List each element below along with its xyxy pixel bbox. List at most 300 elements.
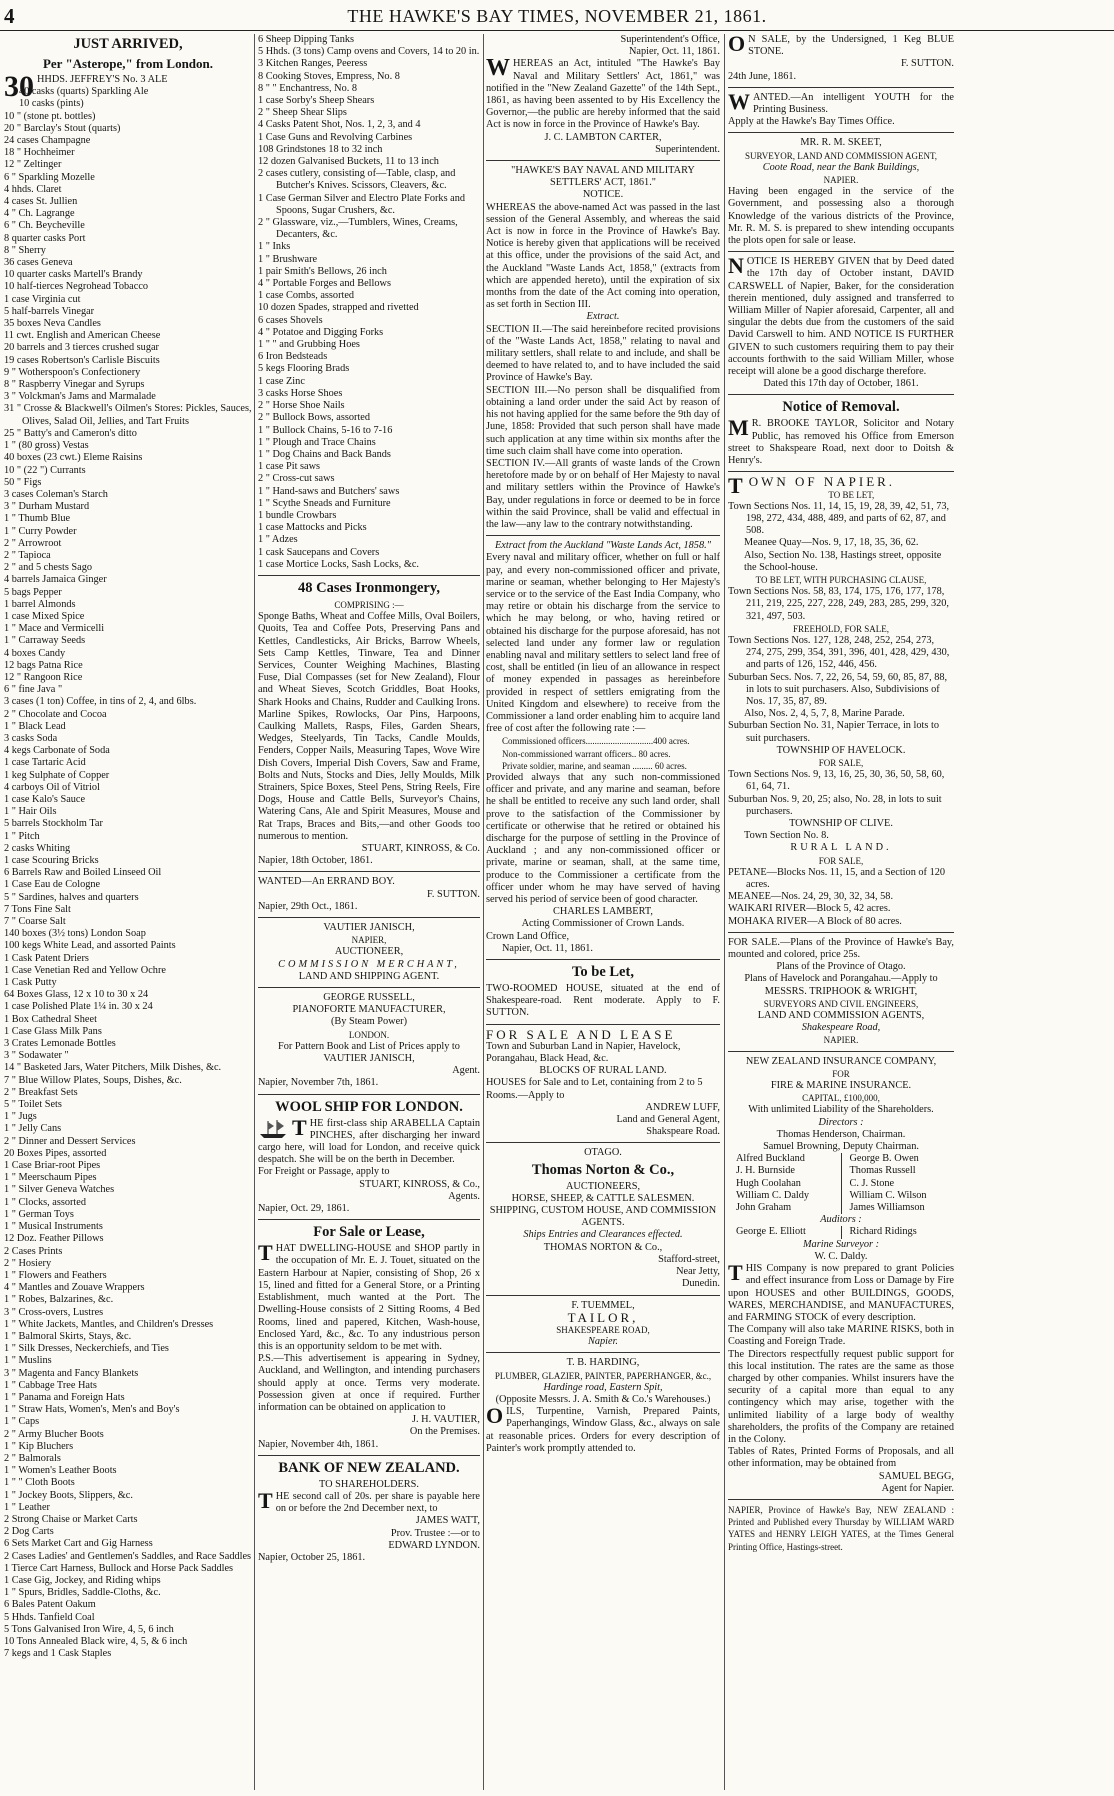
insurance-body — [728, 1260, 954, 1324]
lease-sig: J. H. VAUTIER, — [412, 1414, 480, 1426]
list-item: 2 " Bullock Bows, assorted — [258, 412, 371, 424]
list-item: 10 " (22 ") Currants — [4, 464, 86, 476]
director-name: J. H. Burnside — [736, 1165, 795, 1177]
divider — [258, 1094, 480, 1095]
errand-ad: WANTED—An ERRAND BOY. — [258, 876, 395, 888]
divider — [258, 1455, 480, 1456]
list-item: 3 " Cross-overs, Lustres — [4, 1306, 104, 1318]
list-item: 3 cases (1 ton) Coffee, in tins of 2, 4, and 6lbs. — [4, 696, 197, 708]
list-item: 14 " Basketed Jars, Water Pitchers, Milk Dishes, &c. — [4, 1062, 222, 1074]
divider — [258, 987, 480, 988]
clive-1: Town Section No. 8. — [744, 830, 829, 842]
list-item: 7 Tons Fine Salt — [4, 903, 71, 915]
ironmongery-body: Sponge Baths, Wheat and Coffee Mills, Oval Boilers, Quoits, Tea and Coffee Pots, Preserving Pans and Kettles, Candlesticks, Air Bricks, Barrow Wheels, Sets Camp Kettles, Tinware, Tea and Dinner Services, Counter Weighing Machines, Blasting Fuse, Dial Compasses (set for New Zealand), Flour and Wheat Sieves, Scotch Griddles, Boat Hooks, Shark Hooks and Chains, Rudder and Caulking Irons. Marline Spikes, Rowlocks, Oar Pins, Harpoons, Caulking Mallets, Rasps, Files, Garden Shears, Wedges, Steelyards, Tin Tacks, Candle Moulds, Fenders, Copper Nails, Measuring Tapes, Wove Wire Dish Covers, Imperial Dish Covers, Saw and Frame, Bolts and Nuts, Stocks and Dies, Jelly Moulds, Milk Strainers, Spice Boxes, Steel Pens, String Reels, Fire Dogs, House and Cattle Bells, Surveyor's Chains, Watering Cans, Ale and Spirit Measures, Mouse and Rat Traps, Braces and Bits,—and other Goods too numerous to mention. — [258, 611, 480, 842]
harding-text: ILS, Turpentine, Varnish, Prepared Paints, Paperhangings, Window Glass, &c., always on sale at reasonable prices. Orders for every description of Painter's work promptly attended to. — [486, 1406, 720, 1454]
ironmongery-sub: COMPRISING :— — [334, 599, 404, 610]
skeet-body: Having been engaged in the service of the Government, and possessing also a thorough Knowledge of the various districts of the Province, Mr. R. M. S. is prepared to shew intending occupants the plots open for sale or lease. — [728, 186, 954, 247]
director-name: C. J. Stone — [849, 1177, 895, 1189]
list-item: 9 " Wotherspoon's Confectionery — [4, 366, 141, 378]
drop-letter: T — [292, 1114, 307, 1140]
to-be-let: TO BE LET, — [828, 489, 875, 500]
notice-ad — [728, 253, 954, 378]
list-item: 10 half-tierces Negrohead Tobacco — [4, 281, 149, 293]
divider — [728, 87, 954, 88]
list-item: 1 " Flowers and Feathers — [4, 1269, 107, 1281]
town-list-3: Also, Section No. 138, Hastings street, opposite the School-house. — [744, 549, 942, 573]
divider — [258, 1219, 480, 1220]
list-item: 1 " Brushware — [258, 253, 318, 265]
director-2: Samuel Browning, Deputy Chairman. — [763, 1141, 919, 1153]
list-item: 6 Sheep Dipping Tanks — [258, 34, 355, 45]
divider — [258, 575, 480, 576]
section-2: SECTION II.—The said hereinbefore recited provisions of the "Waste Lands Act, 1858," relating to naval and military settlers, shall relate to and include, and shall be deemed to have related to, and to have included the said Province of Hawke's Bay. — [486, 323, 720, 384]
town-list-1: Town Sections Nos. 11, 14, 15, 19, 28, 39, 42, 51, 73, 198, 272, 434, 488, 489, and parts of 62, 87, and 508. — [728, 500, 950, 537]
rural-3: WAIKARI RIVER—Block 5, 42 acres. — [728, 903, 891, 915]
ad-subheading: Per "Asterope," from London. — [42, 56, 214, 71]
auditors-label: Auditors : — [820, 1214, 862, 1226]
list-item: 7 kegs and 1 Cask Staples — [4, 1648, 112, 1660]
wool-text: HE first-class ship ARABELLA Captain PINCHES, after discharging her inward cargo here, will load for London, and receive quick despatch. She will be on the berth in December. — [258, 1117, 480, 1166]
office-date: Napier, Oct. 11, 1861. — [629, 46, 720, 58]
wanted-ad — [728, 88, 954, 116]
list-item: 25 " Batty's and Cameron's ditto — [4, 427, 137, 439]
list-item: 2 Strong Chaise or Market Carts — [4, 1513, 138, 1525]
list-item: 3 " Volckman's Jams and Marmalade — [4, 391, 156, 403]
list-item: 1 case Polished Plate 1¼ in. 30 x 24 — [4, 1001, 153, 1013]
list-item: 5 Tons Galvanised Iron Wire, 4, 5, 6 inch — [4, 1623, 174, 1635]
list-item: 1 " (80 gross) Vestas — [4, 440, 89, 452]
wanted-text: ANTED.—An intelligent YOUTH for the Printing Business. — [753, 91, 954, 116]
surveyor-label: Marine Surveyor : — [802, 1238, 880, 1250]
list-item: 1 " " Cloth Boots — [4, 1477, 75, 1489]
harding-role: PLUMBER, GLAZIER, PAINTER, PAPERHANGER, &c., — [494, 1370, 712, 1381]
goods-list — [4, 86, 252, 1660]
list-item: 4 Casks Patent Shot, Nos. 1, 2, 3, and 4 — [258, 119, 421, 131]
wool-date: Napier, Oct. 29, 1861. — [258, 1203, 350, 1215]
list-item: 1 " Musical Instruments — [4, 1221, 103, 1233]
drop-letter: M — [728, 415, 749, 441]
for-sale: FOR SALE, — [818, 757, 864, 768]
list-item: 2 " Tapioca — [4, 549, 51, 561]
list-item: 1 " Dog Chains and Back Bands — [258, 448, 391, 460]
list-item: 5 barrels Stockholm Tar — [4, 818, 103, 830]
vautier-name: VAUTIER JANISCH, — [323, 922, 415, 934]
removal-heading: Notice of Removal. — [782, 399, 900, 416]
norton-ships: Ships Entries and Clearances effected. — [523, 1229, 683, 1241]
list-item: 18 " Hochheimer — [4, 147, 75, 159]
vautier-cm: COMMISSION MERCHANT, — [278, 958, 460, 970]
list-item: 1 " Bullock Chains, 5-16 to 7-16 — [258, 424, 393, 436]
list-item: 1 " Kip Bluchers — [4, 1440, 74, 1452]
director-name: Thomas Russell — [849, 1165, 916, 1177]
column-2 — [258, 34, 480, 1792]
let-body: TWO-ROOMED HOUSE, situated at the end of Shakespeare-road. Rent moderate. Apply to F. SUTTON. — [486, 983, 720, 1019]
list-item: 2 " Hosiery — [4, 1257, 52, 1269]
auditor-right: Richard Ridings — [849, 1226, 917, 1238]
insurance-heading: NEW ZEALAND INSURANCE COMPANY, — [745, 1055, 937, 1067]
divider — [728, 471, 954, 472]
list-item: 10 Tons Annealed Black wire, 4, 5, & 6 inch — [4, 1636, 188, 1647]
list-item: 19 cases Robertson's Carlisle Biscuits — [4, 354, 160, 366]
drop-letter: T — [728, 1260, 743, 1286]
notice-date: Dated this 17th day of October, 1861. — [763, 378, 919, 390]
list-item: 2 " Cross-cut saws — [258, 473, 335, 485]
list-item: 10 " (stone pt. bottles) — [4, 110, 96, 122]
list-item: 8 Cooking Stoves, Empress, No. 8 — [258, 70, 400, 82]
list-item: 1 " Plough and Trace Chains — [258, 436, 376, 448]
list-item: 8 quarter casks Port — [4, 232, 86, 244]
norton-line-2: SHIPPING, CUSTOM HOUSE, AND COMMISSION AGENTS. — [489, 1205, 717, 1229]
masthead — [0, 0, 1114, 31]
rural-1: PETANE—Blocks Nos. 11, 15, and a Section of 120 acres. — [728, 866, 946, 890]
harding-body — [486, 1403, 720, 1455]
surveyor-name: W. C. Daldy. — [814, 1250, 868, 1262]
list-item: 1 case Mixed Spice — [4, 610, 85, 622]
insurance-body-4: Tables of Rates, Printed Forms of Proposals, and all other information, may be obtained from — [728, 1446, 954, 1470]
section-4: SECTION IV.—All grants of waste lands of the Crown heretofore made by or on behalf of Her Majesty to naval and military settlers within the Province of Hawke's Bay, under regulations in force or deemed to be in force within the said Province, shall be valid and effectual in the law—any law to the contrary notwithstanding. — [486, 457, 720, 530]
column-rule — [483, 34, 484, 1790]
drop-letter: W — [728, 88, 750, 114]
ironmongery-date: Napier, 18th October, 1861. — [258, 855, 373, 867]
list-item: 3 " Sodawater " — [4, 1050, 69, 1062]
list-item: 5 Hhds. (3 tons) Camp ovens and Covers, 14 to 20 in. — [258, 46, 480, 58]
bank-text: HE second call of 20s. per share is payable here on or before the 2nd December next, to — [275, 1490, 480, 1515]
divider — [728, 132, 954, 133]
list-item: 12 " Rangoon Rice — [4, 671, 83, 683]
list-item: 2 Cases Prints — [4, 1245, 63, 1257]
divider — [486, 535, 720, 536]
tuemmel: F. TUEMMEL, — [571, 1299, 635, 1311]
divider — [486, 1295, 720, 1296]
list-item: 11 cwt. English and American Cheese — [4, 330, 161, 342]
imprint: NAPIER, Province of Hawke's Bay, NEW ZEALAND : Printed and Published every Thursday by WILLIAM WARD YATES and HENRY LEIGH YATES, at the Times General Printing Office, Hastings-street. — [728, 1504, 954, 1552]
list-item: 5 kegs Flooring Brads — [258, 363, 350, 375]
triphook: MESSRS. TRIPHOOK & WRIGHT, — [764, 985, 918, 997]
russell-city: LONDON. — [348, 1029, 390, 1040]
list-item: 1 " White Jackets, Mantles, and Children's Dresses — [4, 1318, 214, 1330]
town-heading-text: OWN OF NAPIER. — [748, 474, 896, 490]
list-item: 1 case Combs, assorted — [258, 290, 355, 302]
sale-sig: F. SUTTON. — [900, 58, 954, 70]
list-item: 5 " Sardines, halves and quarters — [4, 891, 139, 903]
office: Superintendent's Office, — [620, 34, 720, 45]
list-item: 1 " Curry Powder — [4, 525, 77, 537]
lease-body — [258, 1240, 480, 1353]
lambert-office: Crown Land Office, — [486, 930, 570, 942]
ironmongery-signature: STUART, KINROSS, & Co. — [361, 843, 480, 854]
list-item: 20 barrels and 3 tierces crushed sugar — [4, 342, 159, 354]
town-list-2: Meanee Quay—Nos. 9, 17, 18, 35, 36, 62. — [744, 537, 919, 549]
list-item: 1 " Women's Leather Boots — [4, 1465, 117, 1477]
list-item: 8 " Raspberry Vinegar and Syrups — [4, 379, 145, 391]
norton-sig: THOMAS NORTON & Co., — [543, 1241, 663, 1253]
norton-role: AUCTIONEERS, — [565, 1180, 641, 1192]
list-item: 6 " fine Java " — [4, 684, 63, 696]
list-item: 1 Case Eau de Cologne — [4, 879, 101, 891]
list-item: 6 Iron Bedsteads — [258, 351, 328, 363]
list-item: 31 " Crosse & Blackwell's Oilmen's Stores: Pickles, Sauces, Olives, Salad Oil, Jellies, and Tart Fruits — [4, 403, 252, 427]
list-item: 1 " Cabbage Tree Hats — [4, 1379, 97, 1391]
divider — [728, 394, 954, 395]
auckland-heading: Extract from the Auckland "Waste Lands Act, 1858." — [495, 540, 711, 552]
list-item: 1 case Mattocks and Picks — [258, 522, 367, 534]
list-item: 10 casks (pints) — [19, 98, 84, 110]
bank-sub: TO SHAREHOLDERS. — [319, 1478, 419, 1490]
list-item: 1 case Sorby's Sheep Shears — [258, 95, 375, 107]
list-item: 1 " Carraway Seeds — [4, 635, 86, 647]
insurance-capital: CAPITAL, £100,000, — [802, 1093, 880, 1104]
list-item: 4 " Ch. Lagrange — [4, 208, 75, 220]
list-item: 3 Kitchen Ranges, Peeress — [258, 58, 368, 70]
sale-date: 24th June, 1861. — [728, 70, 797, 82]
russell-power: (By Steam Power) — [330, 1016, 408, 1028]
list-item: 2 " Army Blucher Boots — [4, 1428, 104, 1440]
director-name: James Williamson — [849, 1202, 925, 1214]
harding: T. B. HARDING, — [566, 1357, 640, 1369]
list-item: 10 quarter casks Martell's Brandy — [4, 269, 143, 281]
list-item: 3 " Magenta and Fancy Blankets — [4, 1367, 139, 1379]
vautier-place: NAPIER, — [351, 935, 387, 946]
removal-text: R. BROOKE TAYLOR, Solicitor and Notary Public, has removed his Office from Emerson street to Shakspeare Road, next door to Doitsh & Henry's. — [728, 418, 954, 467]
errand-sig: F. SUTTON. — [426, 888, 480, 900]
luff: ANDREW LUFF, — [645, 1101, 720, 1113]
list-item: 3 casks Soda — [4, 732, 58, 744]
list-item: 1 " Pitch — [4, 830, 40, 842]
insurance-for: FOR — [832, 1068, 850, 1079]
list-item: 1 Case Venetian Red and Yellow Ochre — [4, 964, 166, 976]
sale-heading: FOR SALE AND LEASE — [486, 1026, 676, 1042]
auckland-body-2: Provided always that any such non-commissioned officer and private, and any marine and seaman, before he shall be entitled to receive any such land order, shall prove to the satisfaction of the Commissioner by certificate or otherwise that he retired or obtained his discharge for the purpose of settling in the Province of Auckland ; and any non-commissioned officer or private, marine or seaman, shall, at the same time, produce to the Commissioner a certificate from the officer under whom he may have served of having served his period of service been of good character. — [486, 771, 720, 906]
skeet-place: NAPIER. — [823, 175, 859, 186]
list-item: 1 Case Gig, Jockey, and Riding whips — [4, 1574, 161, 1586]
act-heading: "HAWKE'S BAY NAVAL AND MILITARY SETTLERS' ACT, 1861." — [511, 165, 695, 189]
director-1: Thomas Henderson, Chairman. — [776, 1128, 906, 1140]
whereas — [486, 55, 720, 131]
wanted-apply: Apply at the Hawke's Bay Times Office. — [728, 116, 895, 128]
director-list-left — [728, 1153, 842, 1214]
list-item: 2 " Arrowroot — [4, 537, 62, 549]
list-item: 20 " Barclay's Stout (quarts) — [4, 122, 121, 134]
wool-heading: WOOL SHIP FOR LONDON. — [275, 1098, 463, 1115]
list-item: 1 Case Glass Milk Pans — [4, 1025, 102, 1037]
havelock: TOWNSHIP OF HAVELOCK. — [776, 744, 906, 756]
column-1 — [4, 34, 252, 1792]
list-item: 1 " Thumb Blue — [4, 513, 71, 525]
list-item: 1 " Adzes — [258, 534, 298, 546]
list-item: 1 barrel Almonds — [4, 598, 76, 610]
director-name: William C. Daldy — [736, 1189, 810, 1201]
bank-heading: BANK OF NEW ZEALAND. — [278, 1459, 460, 1476]
list-item: 2 " Dinner and Dessert Services — [4, 1135, 136, 1147]
wool-apply: For Freight or Passage, apply to — [258, 1166, 390, 1178]
list-item: 1 case Zinc — [258, 375, 305, 387]
list-item: 1 " Mace and Vermicelli — [4, 623, 105, 635]
otago: OTAGO. — [584, 1147, 622, 1159]
errand-date: Napier, 29th Oct., 1861. — [258, 900, 358, 912]
drop-letter: T — [258, 1240, 273, 1266]
list-item: 1 case Virginia cut — [4, 293, 81, 305]
insurance-fire: FIRE & MARINE INSURANCE. — [770, 1080, 912, 1092]
blocks: BLOCKS OF RURAL LAND. — [539, 1065, 667, 1077]
let-heading: To be Let, — [572, 964, 634, 981]
list-item: 1 Case German Silver and Electro Plate Forks and Spoons, Sugar Crushers, &c. — [258, 192, 466, 216]
begg-role: Agent for Napier. — [881, 1482, 954, 1494]
list-item: 1 bundle Crowbars — [258, 509, 337, 521]
triphook-place: NAPIER. — [823, 1035, 859, 1046]
goods-list-continued — [258, 34, 480, 571]
list-item: 2 Cases Ladies' and Gentlemen's Saddles, and Race Saddles — [4, 1550, 252, 1562]
first-line: HHDS. JEFFREY'S No. 3 ALE — [37, 74, 168, 85]
list-item: 1 keg Sulphate of Copper — [4, 769, 110, 781]
ironmongery-heading: 48 Cases Ironmongery, — [298, 579, 440, 596]
list-item: 1 " Jugs — [4, 1111, 37, 1123]
harding-addr: Hardinge road, Eastern Spit, — [543, 1381, 663, 1393]
skeet-addr: Coote Road, near the Bank Buildings, — [762, 161, 920, 173]
tuemmel-place: Napier. — [587, 1336, 619, 1348]
auditor-grid — [728, 1226, 954, 1238]
column-rule — [724, 34, 725, 1790]
list-item: 2 cases cutlery, consisting of—Table, clasp, and Butcher's Knives. Scissors, Cleavers, &c. — [258, 168, 456, 192]
director-name: Alfred Buckland — [736, 1153, 805, 1165]
page-number: 4 — [4, 4, 15, 28]
carter: J. C. LAMBTON CARTER, — [544, 131, 662, 143]
harding-opp: (Opposite Messrs. J. A. Smith & Co.'s Warehouses.) — [495, 1393, 711, 1405]
lambert-date: Napier, Oct. 11, 1861. — [502, 942, 593, 954]
wool-agents: Agents. — [448, 1190, 480, 1202]
list-item: 4 " Portable Forges and Bellows — [258, 278, 391, 290]
list-item: 1 pair Smith's Bellows, 26 inch — [258, 265, 387, 277]
list-item: 1 " Jockey Boots, Slippers, &c. — [4, 1489, 133, 1501]
drop-letter: T — [258, 1487, 273, 1513]
lease-ps: P.S.—This advertisement is appearing in Sydney, Auckland, and Wellington, and intending purchasers should apply at once. Terms very moderate. Possession given at once if required. Further information can be obtained on application to — [258, 1353, 480, 1413]
vautier-role: AUCTIONEER, — [334, 946, 404, 958]
list-item: 1 " Scythe Sneads and Furniture — [258, 497, 391, 509]
list-item: 12 " Zeltinger — [4, 159, 62, 171]
list-item: 4 barrels Jamaica Ginger — [4, 574, 107, 586]
list-item: 1 case Scouring Bricks — [4, 855, 99, 866]
director-list-right — [842, 1153, 955, 1214]
list-item: 2 casks Whiting — [4, 842, 71, 854]
list-item: 5 half-barrels Vinegar — [4, 305, 95, 317]
vautier-land: LAND AND SHIPPING AGENT. — [298, 970, 440, 982]
town-list-9: Suburban Section No. 31, Napier Terrace, in lots to suit purchasers. — [728, 720, 939, 744]
section-3: SECTION III.—No person shall be disqualified from obtaining a land order under the said Act by reason of his not having applied for the same before the 9th day of June, 1858: Provided that such person shall have made such application at any time within six months after the time such claim shall have come into operation. — [486, 384, 720, 457]
insurance-liability: With unlimited Liability of the Shareholders. — [748, 1104, 934, 1116]
divider — [728, 932, 954, 933]
list-item: 4 boxes Candy — [4, 647, 66, 659]
list-item: 2 " Glassware, viz.,—Tumblers, Wines, Creams, Decanters, &c. — [258, 217, 458, 241]
bank-sig: JAMES WATT, — [415, 1515, 480, 1527]
auditor-left: George E. Elliott — [728, 1226, 842, 1238]
rate-3: Private soldier, marine, and seaman ......... 60 acres. — [502, 760, 687, 771]
list-item: 6 Sets Market Cart and Gig Harness — [4, 1538, 153, 1550]
director-name: William C. Wilson — [849, 1189, 927, 1201]
norton-line-1: HORSE, SHEEP, & CATTLE SALESMEN. — [511, 1192, 695, 1204]
town-list-8: Also, Nos. 2, 4, 5, 7, 8, Marine Parade. — [744, 708, 905, 720]
list-item: 6 Barrels Raw and Boiled Linseed Oil — [4, 867, 162, 879]
list-item: 1 Box Cathedral Sheet — [4, 1013, 97, 1025]
list-item: 3 Crates Lemonade Bottles — [4, 1038, 116, 1050]
list-item: 6 " Ch. Beycheville — [4, 220, 85, 232]
triphook-land: LAND AND COMMISSION AGENTS, — [757, 1010, 925, 1022]
notice-body: WHEREAS the above-named Act was passed in the last session of the General Assembly, and whereas the said Act is now in force in the Province of Hawke's Bay. Notice is hereby given that applications will be received at this office, under the provisions of the said Act, and the Auckland "Waste Lands Act, 1858," (extracts from which are appended hereto), until the expiration of six months from the date of the Act coming into operation, as set forth in Section III. — [486, 201, 720, 311]
director-name: Hugh Coolahan — [736, 1177, 801, 1189]
extract: Extract. — [586, 311, 620, 323]
lambert: CHARLES LAMBERT, — [553, 906, 653, 918]
drop-number: 30 — [4, 70, 34, 103]
divider — [486, 160, 720, 161]
skeet-role: SURVEYOR, LAND AND COMMISSION AGENT, — [744, 150, 938, 161]
list-item: 1 Cask Putty — [4, 977, 57, 989]
insurance-body-2: The Company will also take MARINE RISKS, both in Coasting and Foreign Trade. — [728, 1324, 954, 1348]
divider — [258, 871, 480, 872]
list-item: 1 " Robes, Balzarines, &c. — [4, 1294, 114, 1306]
town-list-7: Suburban Secs. Nos. 7, 22, 26, 54, 59, 60, 85, 87, 88, in lots to suit purchasers. Also, Subdivisions of Nos. 17, 35, 87, 89. — [728, 671, 948, 707]
divider — [728, 1499, 954, 1500]
list-item: 35 boxes Neva Candles — [4, 318, 101, 330]
drop-letter: O — [728, 34, 746, 56]
list-item: 2 Dog Carts — [4, 1526, 54, 1538]
skeet: MR. R. M. SKEET, — [800, 137, 882, 149]
list-item: 4 " Potatoe and Digging Forks — [258, 326, 384, 338]
insurance-text: HIS Company is now prepared to grant Policies and effect insurance from Loss or Damage by Fire upon HOUSES and other BUILDINGS, GOODS, WARES, MERCHANDISE, and MANUFACTURES, and FARMING STOCK of every description. — [728, 1263, 954, 1323]
lease-sig2: On the Premises. — [409, 1426, 480, 1438]
list-item: 1 " Leather — [4, 1501, 50, 1513]
divider — [728, 251, 954, 252]
list-item: 1 " Black Lead — [4, 720, 66, 732]
list-item: 1 case Kalo's Sauce — [4, 793, 86, 805]
bank-sig2: Prov. Trustee :—or to — [390, 1527, 480, 1539]
divider — [486, 1352, 720, 1353]
begg: SAMUEL BEGG, — [878, 1470, 954, 1482]
triphook-road: Shakespeare Road, — [801, 1022, 881, 1034]
list-item: 2 " Breakfast Sets — [4, 1086, 78, 1098]
list-item: 7 " Coarse Salt — [4, 916, 66, 928]
divider — [486, 1024, 720, 1025]
list-item: 1 cask Saucepans and Covers — [258, 546, 380, 558]
list-item: 3 " Durham Mustard — [4, 501, 90, 513]
russell-role: PIANOFORTE MANUFACTURER, — [292, 1004, 446, 1016]
list-item: 50 " Figs — [4, 476, 42, 488]
list-item: 1 case Mortice Locks, Sash Locks, &c. — [258, 558, 419, 570]
newspaper-title: THE HAWKE'S BAY TIMES, NOVEMBER 21, 1861. — [347, 6, 767, 26]
sale-body: Town and Suburban Land in Napier, Havelock, Porangahau, Black Head, &c. — [486, 1040, 681, 1065]
list-item: 4 cases St. Jullien — [4, 196, 78, 208]
list-item: 108 Grindstones 18 to 32 inch — [258, 143, 383, 155]
list-item: 20 Boxes Pipes, assorted — [4, 1147, 107, 1159]
town-list-4: TO BE LET, WITH PURCHASING CLAUSE, — [755, 574, 927, 585]
rural: RURAL LAND. — [790, 842, 892, 854]
divider — [486, 1142, 720, 1143]
list-item: 1 Tierce Cart Harness, Bullock and Horse Pack Saddles — [4, 1562, 234, 1574]
list-item: 24 cases Champagne — [4, 135, 91, 147]
rural-4: MOHAKA RIVER—A Block of 80 acres. — [728, 915, 902, 927]
list-item: 2 " and 5 chests Sago — [4, 562, 92, 574]
russell-name: GEORGE RUSSELL, — [323, 992, 415, 1004]
divider — [486, 959, 720, 960]
list-item: 12 bags Patna Rice — [4, 659, 83, 671]
carter-role: Superintendent. — [655, 143, 720, 155]
drop-letter: W — [486, 55, 510, 82]
list-item: 64 Boxes Glass, 12 x 10 to 30 x 24 — [4, 989, 149, 1001]
wool-sig: STUART, KINROSS, & Co., — [359, 1178, 480, 1190]
rate-2: Non-commissioned warrant officers.. 80 acres. — [502, 748, 671, 759]
list-item: 1 " Meerschaum Pipes — [4, 1172, 97, 1184]
list-item: 4 carboys Oil of Vitriol — [4, 781, 100, 793]
list-item: 40 boxes (23 cwt.) Eleme Raisins — [4, 452, 143, 464]
list-item: 12 dozen Galvanised Buckets, 11 to 13 inch — [258, 156, 439, 168]
list-item: 2 " Balmorals — [4, 1452, 61, 1464]
